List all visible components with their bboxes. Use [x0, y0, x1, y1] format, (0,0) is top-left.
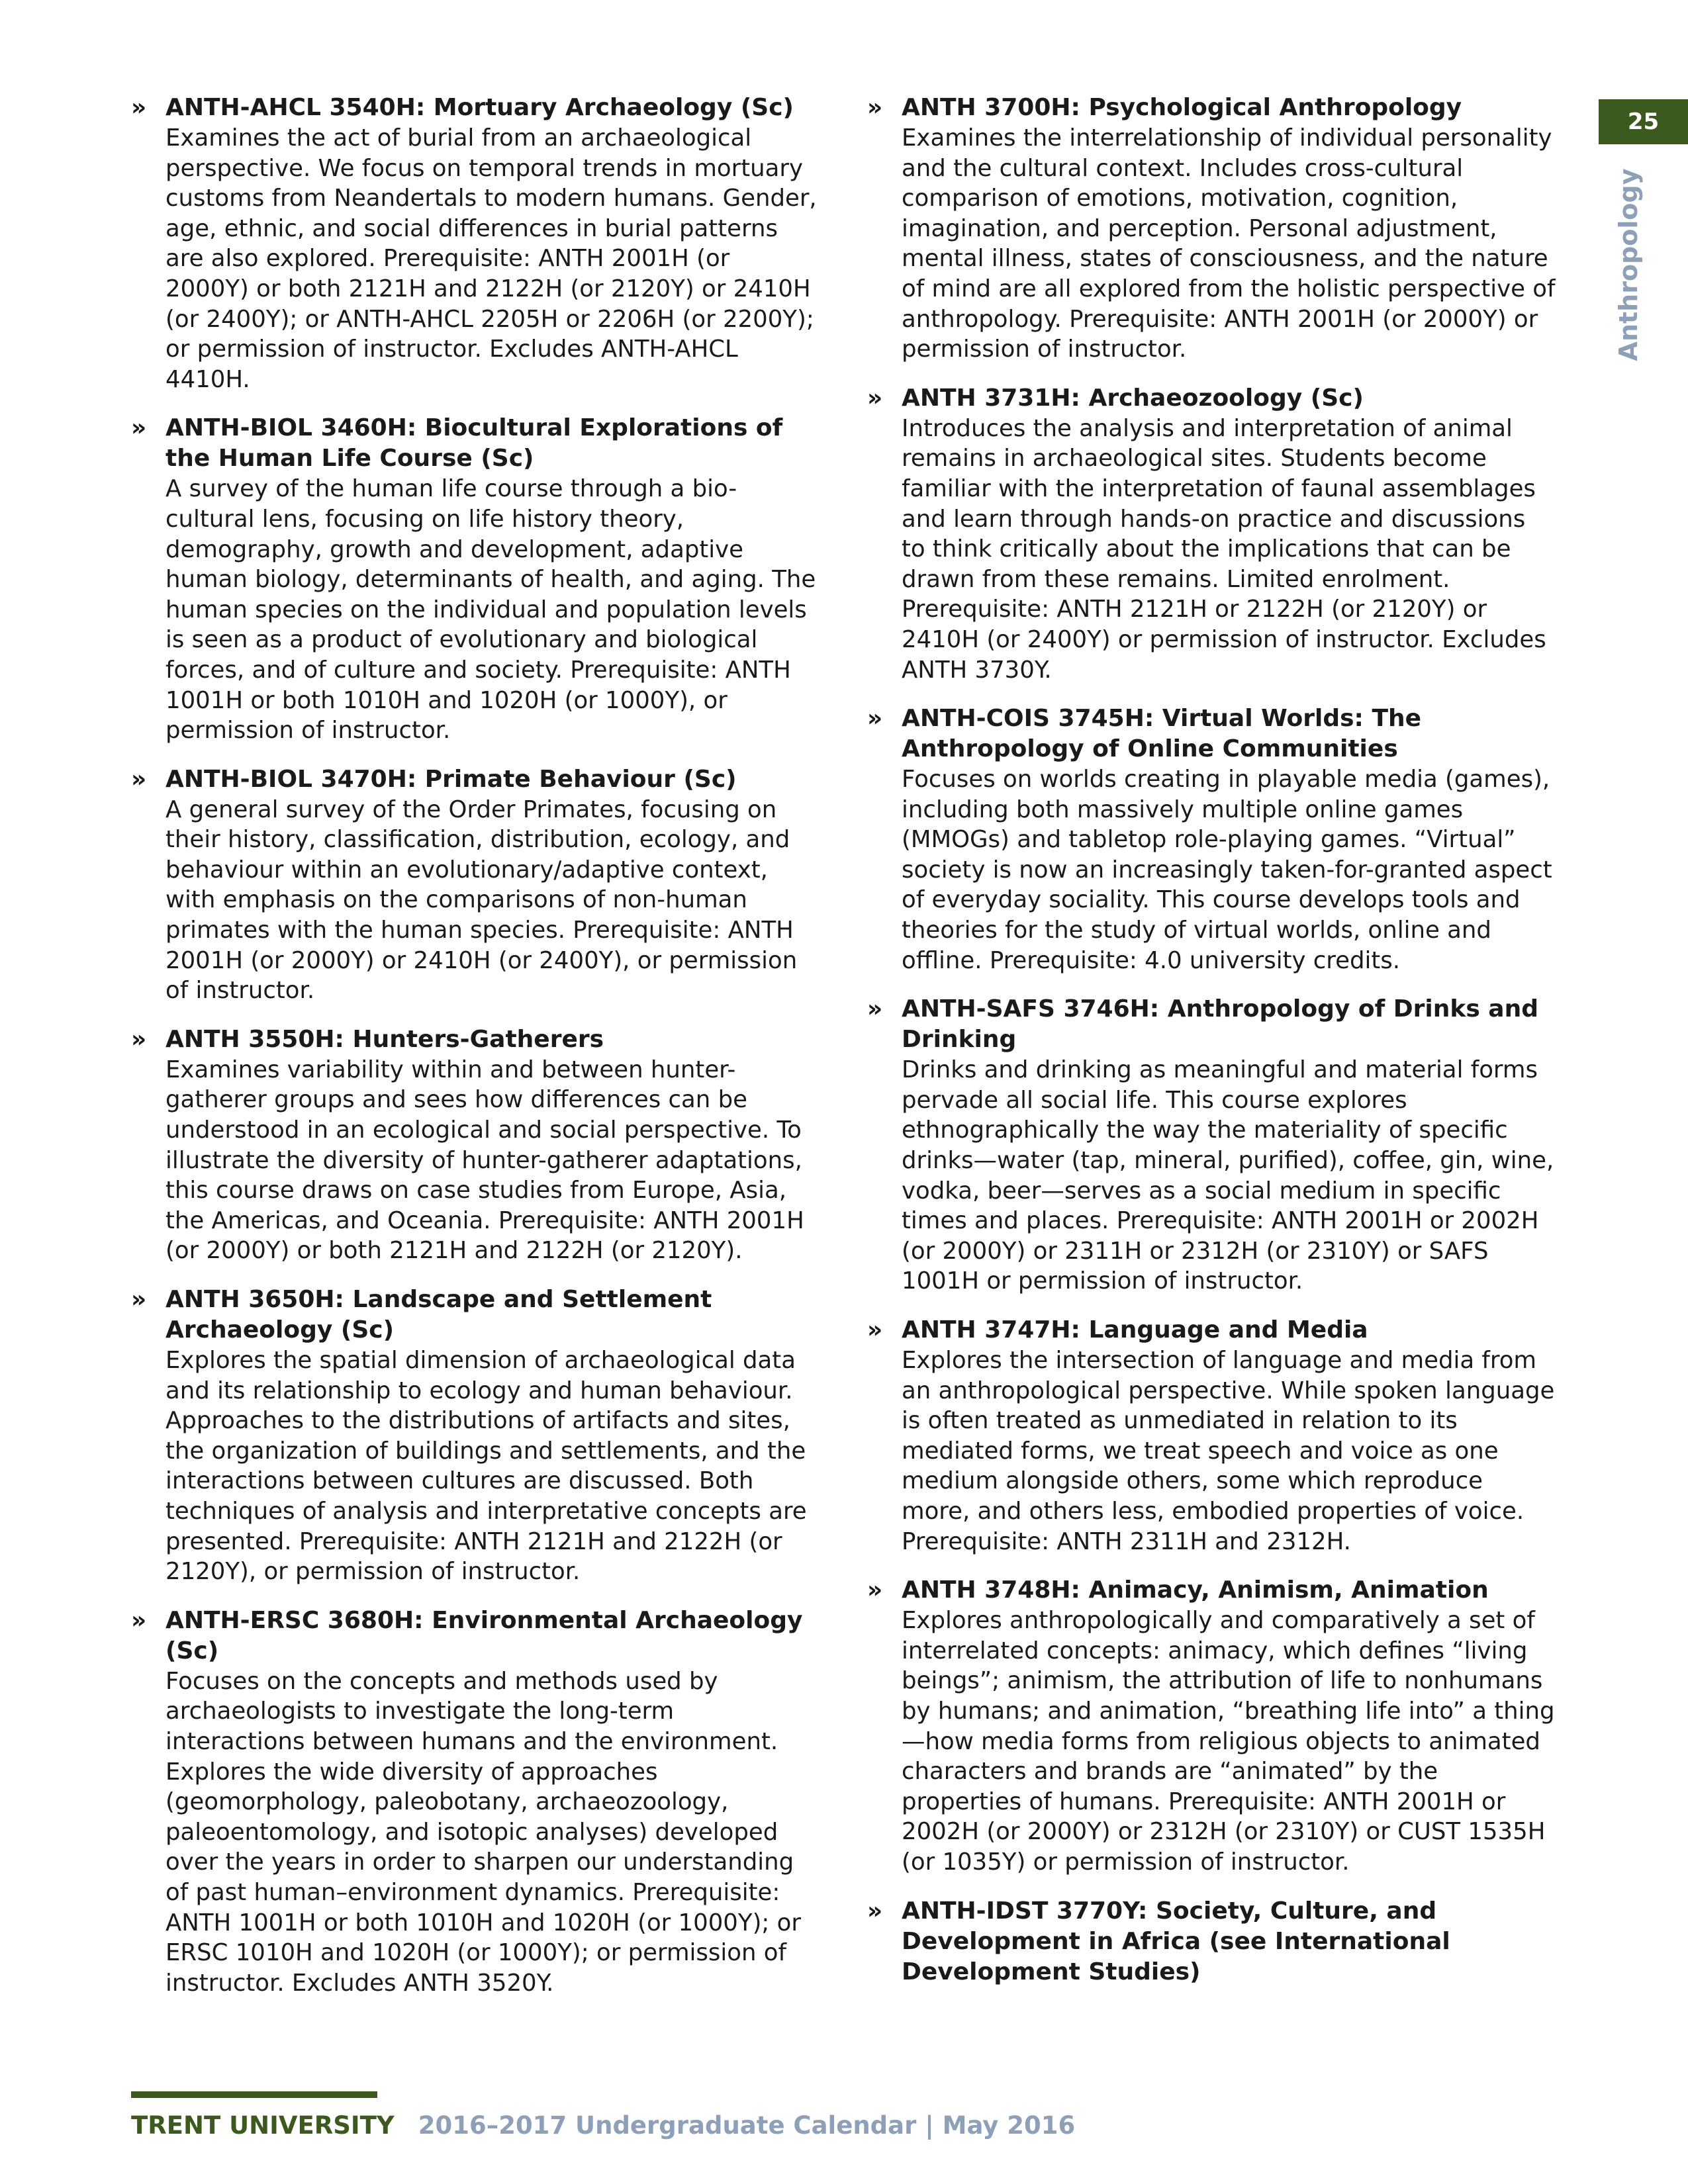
- bullet-icon: »: [131, 765, 147, 793]
- footer: [131, 2111, 1075, 2140]
- course-entry: [131, 1024, 820, 1266]
- course-description: Explores anthropologically and comparatively a set of interrelated concepts: animacy, which defines “living beings”; animism, the attribution of life to nonhumans by humans; and animation, “breathing life into” a thing—how media forms from religious objects to animated characters and brands are “animated” by the properties of humans. Prerequisite: ANTH 2001H or 2002H (or 2000Y) or 2312H (or 2310Y) or CUST 1535H (or 1035Y) or permission of instructor.: [902, 1607, 1555, 1876]
- bullet-icon: »: [867, 1316, 883, 1343]
- course-title: ANTH-BIOL 3460H: Biocultural Explorations of the Human Life Course (Sc): [165, 414, 783, 473]
- course-entry: [867, 93, 1556, 365]
- bullet-icon: »: [867, 995, 883, 1023]
- course-entry: [131, 1606, 820, 1999]
- course-entry: [867, 704, 1556, 976]
- course-title: ANTH-IDST 3770Y: Society, Culture, and Development in Africa (see International Development Studies): [902, 1897, 1450, 1985]
- course-title: ANTH-BIOL 3470H: Primate Behaviour (Sc): [165, 765, 737, 793]
- course-description: Introduces the analysis and interpretation of animal remains in archaeological sites. Students become familiar with the interpretation of faunal assemblages and learn through hands-on practice and discussions to think critically about the implications that can be drawn from these remains. Limited enrolment. Prerequisite: ANTH 2121H or 2122H (or 2120Y) or 2410H (or 2400Y) or permission of instructor. Excludes ANTH 3730Y.: [902, 414, 1546, 684]
- course-entry: [131, 764, 820, 1006]
- course-description: Examines variability within and between hunter-gatherer groups and sees how differences can be understood in an ecological and social perspective. To illustrate the diversity of hunter-gatherer adaptations, this course draws on case studies from Europe, Asia, the Americas, and Oceania. Prerequisite: ANTH 2001H (or 2000Y) or both 2121H and 2122H (or 2120Y).: [165, 1056, 804, 1265]
- bullet-icon: »: [131, 94, 147, 121]
- course-entry: [867, 1896, 1556, 1987]
- course-entry: [867, 383, 1556, 685]
- bullet-icon: »: [867, 1576, 883, 1604]
- course-entry: [131, 413, 820, 745]
- bullet-icon: »: [867, 705, 883, 733]
- bullet-icon: »: [131, 414, 147, 442]
- course-title: ANTH 3748H: Animacy, Animism, Animation: [902, 1576, 1489, 1604]
- left-column: [131, 93, 820, 2017]
- course-description: Focuses on worlds creating in playable media (games), including both massively multiple online games (MMOGs) and tabletop role-playing games. “Virtual” society is now an increasingly taken-for-granted aspect of everyday sociality. This course develops tools and theories for the study of virtual worlds, online and offline. Prerequisite: 4.0 university credits.: [902, 766, 1552, 974]
- bullet-icon: »: [131, 1606, 147, 1634]
- course-description: Explores the spatial dimension of archaeological data and its relationship to ecology and human behaviour. Approaches to the distributions of artifacts and sites, the organization of buildings and settlements, and the interactions between cultures are discussed. Both techniques of analysis and interpretative concepts are presented. Prerequisite: ANTH 2121H and 2122H (or 2120Y), or permission of instructor.: [165, 1347, 807, 1586]
- course-title: ANTH 3731H: Archaeozoology (Sc): [902, 384, 1364, 412]
- bullet-icon: »: [131, 1025, 147, 1053]
- right-column: [867, 93, 1556, 2006]
- bullet-icon: »: [867, 1897, 883, 1925]
- course-description: Drinks and drinking as meaningful and material forms pervade all social life. This course explores ethnographically the way the materiality of specific drinks—water (tap, mineral, purified), coffee, gin, wine, vodka, beer—serves as a social medium in specific times and places. Prerequisite: ANTH 2001H or 2002H (or 2000Y) or 2311H or 2312H (or 2310Y) or SAFS 1001H or permission of instructor.: [902, 1056, 1554, 1295]
- footer-calendar: 2016–2017 Undergraduate Calendar | May 2016: [418, 2111, 1076, 2140]
- course-title: ANTH 3550H: Hunters-Gatherers: [165, 1025, 604, 1053]
- bullet-icon: »: [867, 94, 883, 121]
- course-title: ANTH 3700H: Psychological Anthropology: [902, 94, 1462, 121]
- course-title: ANTH-SAFS 3746H: Anthropology of Drinks and Drinking: [902, 995, 1538, 1054]
- course-title: ANTH-COIS 3745H: Virtual Worlds: The Anthropology of Online Communities: [902, 705, 1422, 763]
- course-entry: [867, 1575, 1556, 1877]
- footer-rule: [131, 2091, 377, 2098]
- course-entry: [131, 1285, 820, 1587]
- course-entry: [867, 1315, 1556, 1557]
- course-description: Examines the interrelationship of individual personality and the cultural context. Includes cross-cultural comparison of emotions, motivation, cognition, imagination, and perception. Personal adjustment, mental illness, states of consciousness, and the nature of mind are all explored from the holistic perspective of anthropology. Prerequisite: ANTH 2001H (or 2000Y) or permission of instructor.: [902, 124, 1556, 363]
- course-description: A general survey of the Order Primates, focusing on their history, classification, distribution, ecology, and behaviour within an evolutionary/adaptive context, with emphasis on the comparisons of non-human primates with the human species. Prerequisite: ANTH 2001H (or 2000Y) or 2410H (or 2400Y), or permission of instructor.: [165, 796, 798, 1005]
- page-number: 25: [1599, 99, 1688, 144]
- footer-university: TRENT UNIVERSITY: [131, 2111, 395, 2140]
- course-title: ANTH-AHCL 3540H: Mortuary Archaeology (Sc): [165, 94, 794, 121]
- course-entry: [867, 994, 1556, 1297]
- course-description: Examines the act of burial from an archaeological perspective. We focus on temporal trends in mortuary customs from Neandertals to modern humans. Gender, age, ethnic, and social differences in burial patterns are also explored. Prerequisite: ANTH 2001H (or 2000Y) or both 2121H and 2122H (or 2120Y) or 2410H (or 2400Y); or ANTH-AHCL 2205H or 2206H (or 2200Y); or permission of instructor. Excludes ANTH-AHCL 4410H.: [165, 124, 817, 393]
- course-title: ANTH 3650H: Landscape and Settlement Archaeology (Sc): [165, 1286, 712, 1343]
- bullet-icon: »: [867, 384, 883, 412]
- course-entry: [131, 93, 820, 394]
- course-description: A survey of the human life course through a bio-cultural lens, focusing on life history theory, demography, growth and development, adaptive human biology, determinants of health, and aging. The human species on the individual and population levels is seen as a product of evolutionary and biological forces, and of culture and society. Prerequisite: ANTH 1001H or both 1010H and 1020H (or 1000Y), or permission of instructor.: [165, 475, 816, 745]
- course-title: ANTH 3747H: Language and Media: [902, 1316, 1368, 1343]
- course-title: ANTH-ERSC 3680H: Environmental Archaeology (Sc): [165, 1606, 803, 1664]
- bullet-icon: »: [131, 1286, 147, 1313]
- course-description: Explores the intersection of language and media from an anthropological perspective. While spoken language is often treated as unmediated in relation to its mediated forms, we treat speech and voice as one medium alongside others, some which reproduce more, and others less, embodied properties of voice. Prerequisite: ANTH 2311H and 2312H.: [902, 1347, 1555, 1555]
- section-tab: [1589, 169, 1668, 361]
- section-label: Anthropology: [1614, 168, 1643, 361]
- course-description: Focuses on the concepts and methods used by archaeologists to investigate the long-term interactions between humans and the environment. Explores the wide diversity of approaches (geomorphology, paleobotany, archaeozoology, paleoentomology, and isotopic analyses) developed over the years in order to sharpen our understanding of past human–environment dynamics. Prerequisite: ANTH 1001H or both 1010H and 1020H (or 1000Y); or ERSC 1010H and 1020H (or 1000Y); or permission of instructor. Excludes ANTH 3520Y.: [165, 1667, 801, 1997]
